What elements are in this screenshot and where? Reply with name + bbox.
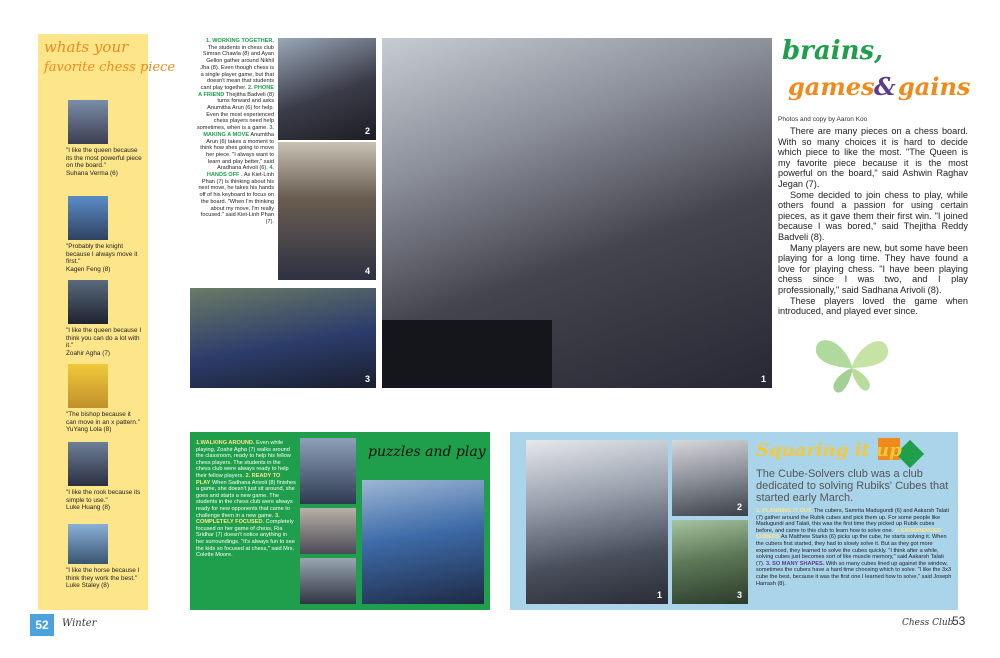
quote-text: "Probably the knight because I always move it first." [66, 243, 138, 266]
cubes-captions [756, 508, 952, 587]
caption-body: As Matthew Starks (6) picks up the cube, he starts solving it. When the cubers first started, they had to slowly solve it. But as they got more experienced, they learned to solve the cubes quickly. "I think after a while, solving cubes just becomes sort of like muscle memory," said Aakarsh Talati (7). [756, 534, 947, 567]
favorite-piece-sidebar [38, 34, 176, 610]
left-section-label: Winter [62, 618, 97, 629]
student-photo [68, 524, 108, 564]
title-word-brains: brains, [782, 36, 884, 66]
quote-text: "I like the queen because its the most powerful piece on the board." [66, 147, 142, 170]
quote-name: Luke Staley (8) [66, 582, 109, 590]
photo-number: 1 [760, 374, 766, 384]
quote-text: "I like the queen because I think you can do a lot with it." [66, 327, 142, 350]
cubes-block [510, 432, 958, 610]
caption-body: Completely focused on her game of chess, Ria Sridhar (7) doesn't notice anything in her surroundings. "It's always fun to see the kids so focused at chess," said Mrs. Colette Moore. [196, 519, 295, 559]
caption-heading: 1. WORKING TOGETHER. [206, 38, 274, 44]
photo-number: 1 [656, 590, 662, 600]
caption-body: With so many cubes lined up against the window, sometimes the cubers have a hard time choosing which to solve. "I like the 3x3 cube the best, because it was the first one I learned how to solve," said Joseph Harrash (8). [756, 560, 952, 587]
cubes-lede: The Cube-Solvers club was a club dedicated to solving Rubiks' Cubes that started early March. [756, 468, 949, 504]
quote-text: "I like the horse because I think they work the best." [66, 567, 140, 582]
caption-body: The students in chess club Simran Chawla (8) and Ayan Gellon gather around Nikhil Jha (8). Even though chess is a single player game, but that doesn't mean that students cant play together. [200, 44, 274, 91]
photo-phone-a-friend [278, 38, 376, 140]
student-photo [68, 280, 108, 324]
title-word-games: games [788, 72, 875, 101]
photo-completely-focused [300, 558, 356, 604]
story-paragraph: These players loved the game when introduced, and played ever since. [778, 295, 968, 317]
student-photo [68, 100, 108, 144]
student-photo [68, 442, 108, 486]
photo-hands-off [278, 142, 376, 280]
right-page-number: 53 [952, 614, 966, 628]
photo-experienced-cubers [672, 440, 748, 516]
photo-making-a-move [190, 288, 376, 388]
quote-item [38, 364, 148, 434]
caption-heading: 2. READY TO PLAY [196, 472, 281, 486]
caption-heading: 2. EXPERIENCED CUBERS [756, 527, 942, 541]
photo-number: 2 [364, 126, 370, 136]
laptop-shape [382, 320, 552, 388]
caption-body: Anumitha Arun (6) takes a moment to think how shes going to move her piece. "I always want to learn and play better," said Aradhana Arivoli (6). [200, 131, 274, 172]
caption-heading: 1. PLANNING IT OUT. [756, 508, 813, 514]
caption-heading: 3. MAKING A MOVE [203, 125, 274, 138]
caption-heading: 1.WALKING AROUND. [196, 440, 255, 446]
story-paragraph: Many players are new, but some have been playing for a long time. They have found a love for playing chess. "I have been playing chess since I was two, and I play professionally," said Sadhana Arivoli (8). [778, 242, 968, 295]
student-photo [68, 364, 108, 408]
quote-name: Suhana Verma (6) [66, 169, 118, 177]
sidebar-title-line2: favorite chess piece [44, 60, 176, 75]
top-captions [196, 38, 274, 226]
butterfly-icon [812, 332, 892, 396]
story-title [778, 36, 988, 122]
photo-number: 4 [364, 266, 370, 276]
quote-name: Luke Huang (8) [66, 504, 111, 512]
quote-name: Kagen Feng (8) [66, 265, 111, 273]
quote-item [38, 524, 148, 590]
puzzles-title: puzzles and play [368, 444, 486, 460]
photo-number: 3 [736, 590, 742, 600]
puzzles-captions [196, 440, 296, 559]
photo-walking-around-large [362, 480, 484, 604]
sidebar-title-line1: whats your [44, 38, 129, 56]
cubes-title: Squaring it up [756, 440, 902, 461]
caption-heading: 3. SO MANY SHAPES. [765, 560, 825, 567]
caption-body: When Sadhana Arivoli (8) finishes a game, she doesn't just sit around, she goes and starts a new game. The students in the chess club were always ready for new opponents that came to challenge them in a new game. [196, 479, 296, 519]
photo-ready-to-play [300, 508, 356, 554]
caption-body: As Kiet-Linh Phan (7) is thinking about his next move, he takes his hands off of his keyboard to focus on the board. "When I'm thinking about my move, I'm really focused." said Kiet-Linh Phan (7). [198, 172, 274, 225]
byline: Photos and copy by Aaron Koo [778, 116, 868, 123]
caption-heading: 3. COMPLETELY FOCUSED. [196, 512, 280, 526]
photo-so-many-shapes [672, 520, 748, 604]
photo-number: 2 [736, 502, 742, 512]
story-paragraph: There are many pieces on a chess board. With so many choices it is hard to decide which piece to like the most. "The Queen is my favorite piece because it is the most powerful on the board," said Ashwin Raghav Jegan (7). [778, 126, 968, 189]
quote-item [38, 100, 148, 177]
quote-name: YuYang Lola (8) [66, 426, 112, 434]
story-paragraph: Some decided to join chess to play, while others found a passion for using certain pieces, as it gave them their first win. "I joined because I was bored," said Thejitha Reddy Badveli (8). [778, 189, 968, 242]
photo-planning-it-out [526, 440, 668, 604]
caption-heading: 2. PHONE A FRIEND [198, 84, 274, 98]
quote-item [38, 280, 148, 357]
right-section-label: Chess Club [902, 618, 954, 628]
photo-working-together [382, 38, 772, 388]
quote-item [38, 196, 148, 273]
student-photo [68, 196, 108, 240]
title-ampersand: & [874, 72, 896, 101]
story-body [778, 126, 968, 317]
quote-name: Zoahir Agha (7) [66, 349, 111, 357]
caption-body: Even while playing, Zoahir Agha (7) walks around the classroom, ready to help his fellow chess players. The students in the chess club were always ready to help their fellow players. [196, 440, 291, 479]
quote-text: "The bishop because it can move in an x pattern." [66, 411, 141, 426]
title-word-gains: gains [898, 72, 971, 101]
caption-body: The cubers, Samrita Madugundi (6) and Aakarsh Talati (7) gather around the Rubik cubes and pick them up. For some people like Madugundi and Talati, this was the first time they picked up Rubik cubes before, and came to this club to learn how to solve one. [756, 508, 949, 534]
quote-text: "I like the rook because its simple to use." [66, 489, 141, 504]
puzzles-block [190, 432, 490, 610]
caption-heading: 4. HANDS OFF . [206, 165, 274, 179]
quote-item [38, 442, 148, 512]
left-page-number: 52 [30, 614, 54, 636]
caption-body: Thejitha Badveli (8) turns forward and asks Anumitha Arun (6) for help. Even the most experienced chess players need help sometimes, when is a game. [196, 91, 274, 132]
photo-number: 3 [364, 374, 370, 384]
photo-walking-around [300, 438, 356, 504]
